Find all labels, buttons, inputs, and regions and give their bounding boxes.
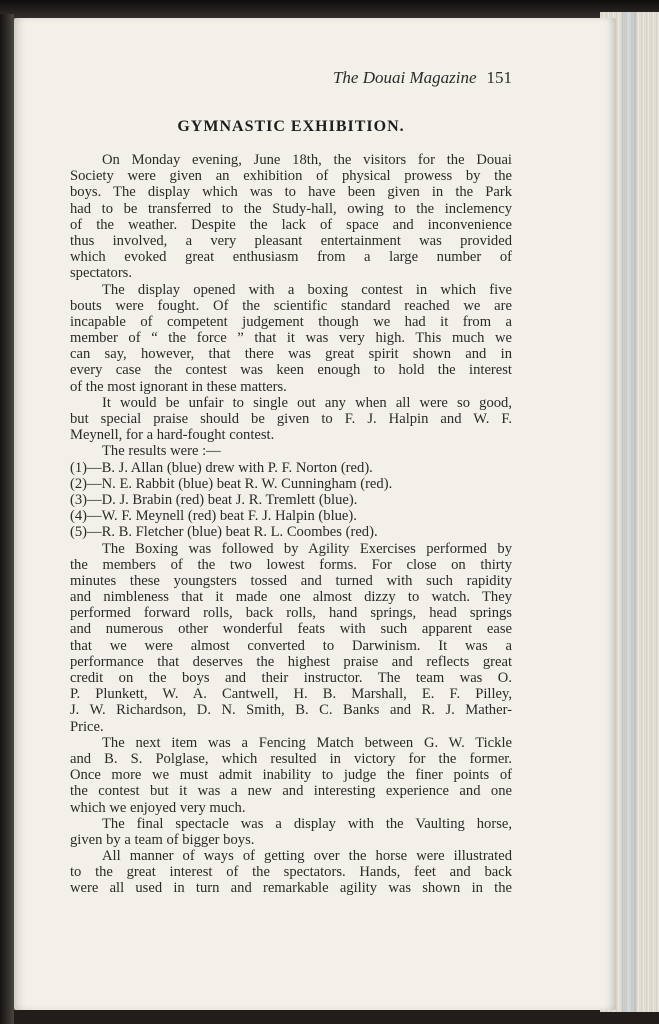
text-line: Meynell, for a hard-fought contest. xyxy=(70,427,275,444)
text-line: but special praise should be given to F. J. Halpin and W. F. xyxy=(70,411,512,427)
text-line: performed forward rolls, back rolls, hand springs, head springs xyxy=(70,605,512,622)
text-line: Society were given an exhibition of physical prowess by the xyxy=(70,168,512,185)
text-line: thus involved, a very pleasant entertainment was provided xyxy=(70,232,512,249)
text-line: minutes these youngsters tossed and turned with such rapidity xyxy=(70,572,512,589)
text-line: The Boxing was followed by Agility Exercises performed by xyxy=(102,540,512,557)
text-line: The final spectacle was a display with the Vaulting horse, xyxy=(102,815,512,832)
text-line: (4)—W. F. Meynell (red) beat F. J. Halpin (blue). xyxy=(70,508,357,525)
text-line: can say, however, that there was great spirit shown and in xyxy=(70,346,512,363)
text-line: given by a team of bigger boys. xyxy=(70,831,255,848)
text-line: boys. The display which was to have been given in the Park xyxy=(70,184,512,201)
magazine-name: The Douai Magazine xyxy=(332,68,477,87)
text-line: had to be transferred to the Study-hall, owing to the inclemency xyxy=(70,200,512,217)
text-line: (3)—D. J. Brabin (red) beat J. R. Tremlett (blue). xyxy=(70,491,358,508)
text-line: (5)—R. B. Fletcher (blue) beat R. L. Coombes (red). xyxy=(70,524,378,541)
text-line: The next item was a Fencing Match between G. W. Tickle xyxy=(102,734,512,751)
text-line: bouts were fought. Of the scientific standard reached we are xyxy=(70,297,512,314)
text-line: It would be unfair to single out any when all were so good, xyxy=(102,394,512,411)
page-stack-tint xyxy=(622,12,636,1012)
text-line: The display opened with a boxing contest in which five xyxy=(102,281,512,298)
text-line: performance that deserves the highest praise and reflects great xyxy=(70,653,512,670)
article-body xyxy=(70,152,512,897)
text-line: which evoked great enthusiasm from a large number of xyxy=(70,249,512,266)
text-line: spectators. xyxy=(70,265,133,282)
text-line: (2)—N. E. Rabbit (blue) beat R. W. Cunningham (red). xyxy=(70,475,393,492)
running-header xyxy=(300,68,512,92)
text-line: member of “ the force ” that it was very high. This much we xyxy=(70,330,512,347)
text-line: of the most ignorant in these matters. xyxy=(70,378,287,395)
text-line: On Monday evening, June 18th, the visitors for the Douai xyxy=(102,152,512,168)
text-line: and numerous other wonderful feats with such apparent ease xyxy=(70,621,512,638)
text-line: credit on the boys and their instructor. The team was O. xyxy=(70,670,512,686)
text-line: P. Plunkett, W. A. Cantwell, H. B. Marshall, E. F. Pilley, xyxy=(70,686,512,703)
text-line: Price. xyxy=(70,718,104,735)
text-line: to the great interest of the spectators. Hands, feet and back xyxy=(70,864,512,881)
text-line: were all used in turn and remarkable agility was shown in the xyxy=(70,880,512,897)
text-line: every case the contest was keen enough to hold the interest xyxy=(70,362,512,379)
text-line: All manner of ways of getting over the horse were illustrated xyxy=(102,848,512,865)
text-line: The results were :— xyxy=(102,443,221,460)
text-line: that we were almost converted to Darwinism. It was a xyxy=(70,637,512,654)
text-line: J. W. Richardson, D. N. Smith, B. C. Banks and R. J. Mather- xyxy=(70,702,512,719)
text-line: and nimbleness that it made one almost dizzy to watch. They xyxy=(70,589,512,606)
text-line: and B. S. Polglase, which resulted in victory for the former. xyxy=(70,750,512,767)
text-line: of the weather. Despite the lack of space and inconvenience xyxy=(70,216,512,233)
page-number: 151 xyxy=(486,68,512,87)
text-line: which we enjoyed very much. xyxy=(70,799,246,816)
book-gutter xyxy=(0,14,14,1024)
text-line: Once more we must admit inability to judge the finer points of xyxy=(70,767,512,784)
text-line: the members of the two lowest forms. For close on thirty xyxy=(70,556,512,573)
article-title: GYMNASTIC EXHIBITION. xyxy=(177,118,405,135)
text-line: (1)—B. J. Allan (blue) drew with P. F. Norton (red). xyxy=(70,459,373,476)
text-line: the contest but it was a new and interesting experience and one xyxy=(70,783,512,800)
text-line: incapable of competent judgement though we had it from a xyxy=(70,313,512,330)
